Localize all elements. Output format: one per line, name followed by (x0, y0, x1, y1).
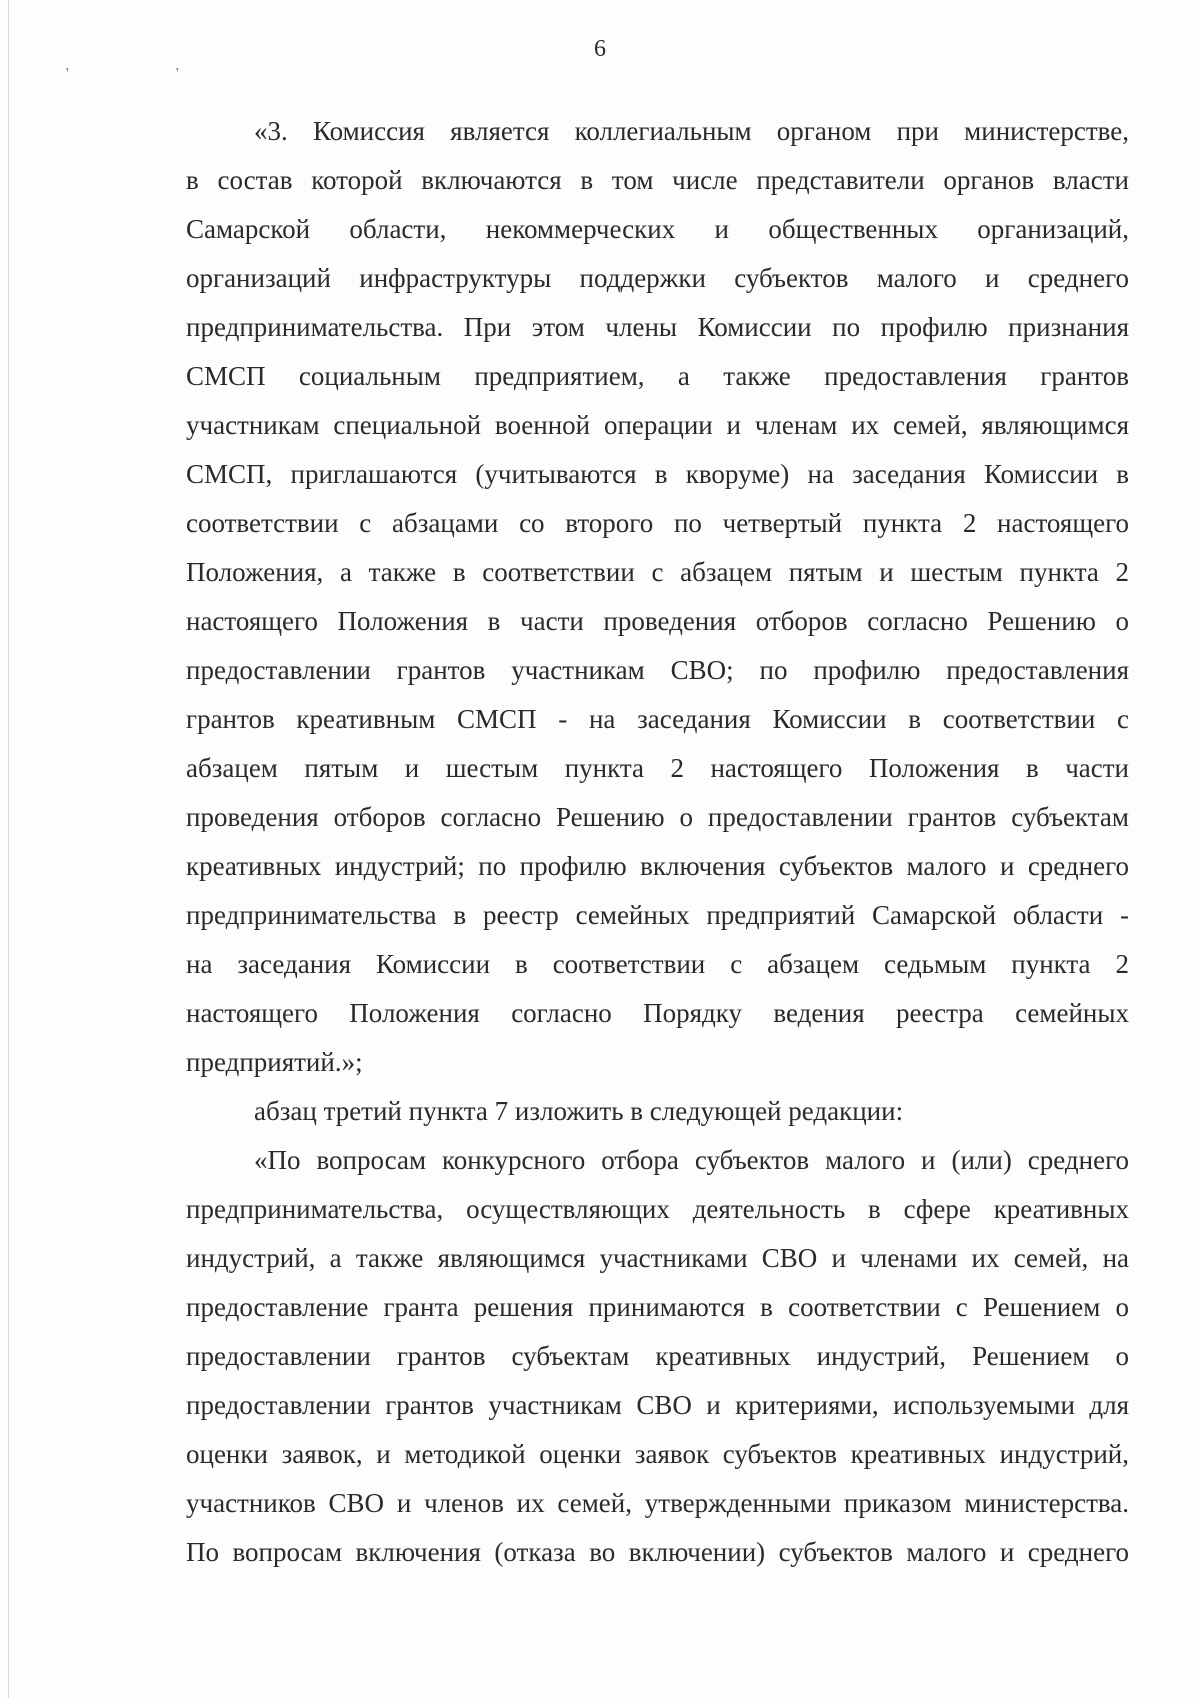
text-line: По вопросам включения (отказа во включении) субъектов малого и среднего (186, 1537, 1129, 1567)
text-line: участникам специальной военной операции и членам их семей, являющимся (186, 410, 1129, 440)
text-line: предоставлении грантов субъектам креативных индустрий, Решением о (186, 1341, 1129, 1371)
text-line: Самарской области, некоммерческих и общественных организаций, (186, 214, 1129, 244)
text-line: «По вопросам конкурсного отбора субъектов малого и (или) среднего (254, 1145, 1129, 1175)
text-line: Положения, а также в соответствии с абзацем пятым и шестым пункта 2 (186, 557, 1129, 587)
text-line: грантов креативным СМСП - на заседания Комиссии в соответствии с (186, 704, 1129, 734)
text-line: СМСП социальным предприятием, а также предоставления грантов (186, 361, 1129, 391)
text-line: «3. Комиссия является коллегиальным органом при министерстве, (254, 116, 1129, 146)
text-line: предпринимательства в реестр семейных предприятий Самарской области - (186, 900, 1129, 930)
text-line: индустрий, а также являющимся участниками СВО и членами их семей, на (186, 1243, 1129, 1273)
text-line: предоставление гранта решения принимаются в соответствии с Решением о (186, 1292, 1129, 1322)
text-line: предпринимательства. При этом члены Комиссии по профилю признания (186, 312, 1129, 342)
text-line: абзац третий пункта 7 изложить в следующей редакции: (254, 1096, 904, 1126)
text-line: креативных индустрий; по профилю включения субъектов малого и среднего (186, 851, 1129, 881)
page-number: 6 (594, 36, 606, 62)
text-line: на заседания Комиссии в соответствии с абзацем седьмым пункта 2 (186, 949, 1129, 979)
scan-edge-line (8, 0, 9, 1698)
text-line: настоящего Положения согласно Порядку ведения реестра семейных (186, 998, 1129, 1028)
text-line: соответствии с абзацами со второго по четвертый пункта 2 настоящего (186, 508, 1129, 538)
scan-specks: ' ' (66, 66, 231, 81)
text-line: организаций инфраструктуры поддержки субъектов малого и среднего (186, 263, 1129, 293)
text-line: оценки заявок, и методикой оценки заявок субъектов креативных индустрий, (186, 1439, 1129, 1469)
document-text (186, 107, 1129, 1577)
text-line: в состав которой включаются в том числе представители органов власти (186, 165, 1129, 195)
text-line: настоящего Положения в части проведения отборов согласно Решению о (186, 606, 1129, 636)
text-line: СМСП, приглашаются (учитываются в кворуме) на заседания Комиссии в (186, 459, 1129, 489)
text-line: проведения отборов согласно Решению о предоставлении грантов субъектам (186, 802, 1129, 832)
text-line: абзацем пятым и шестым пункта 2 настоящего Положения в части (186, 753, 1129, 783)
text-line: участников СВО и членов их семей, утвержденными приказом министерства. (186, 1488, 1129, 1518)
text-line: предпринимательства, осуществляющих деятельность в сфере креативных (186, 1194, 1129, 1224)
text-line: предоставлении грантов участникам СВО; по профилю предоставления (186, 655, 1129, 685)
text-line: предоставлении грантов участникам СВО и критериями, используемыми для (186, 1390, 1129, 1420)
text-line: предприятий.»; (186, 1047, 363, 1077)
